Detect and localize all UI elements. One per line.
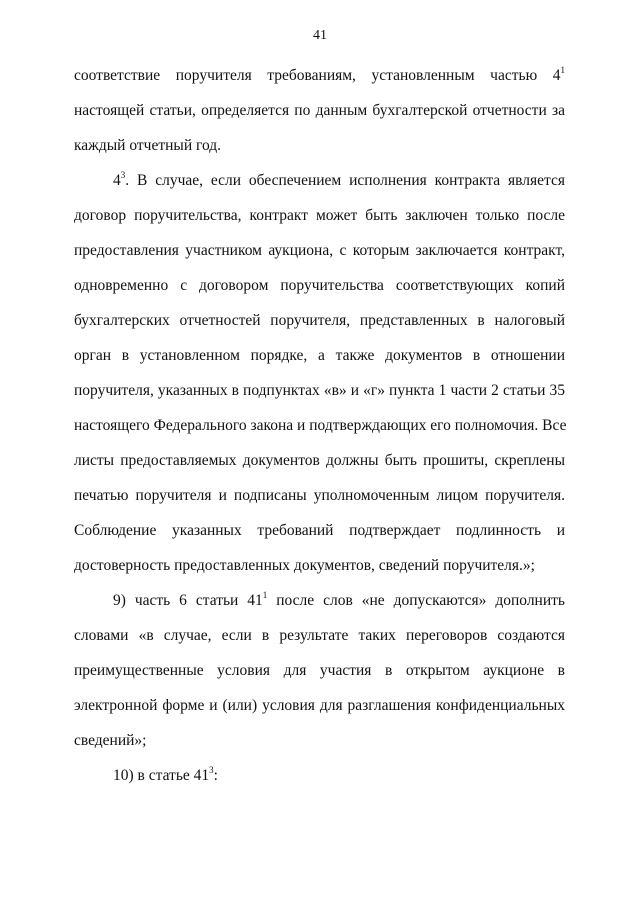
superscript: 1 bbox=[560, 65, 565, 75]
page-number: 41 bbox=[313, 28, 327, 43]
text-line: достоверность предоставленных документов, сведений поручителя.»; bbox=[74, 557, 535, 574]
text-span: . В случае, если обеспечением исполнения контракта является bbox=[125, 172, 565, 189]
text-line: предоставления участником аукциона, с которым заключается контракт, bbox=[74, 242, 565, 259]
text-span: после слов «не допускаются» дополнить bbox=[267, 592, 565, 609]
text-line bbox=[113, 766, 565, 786]
text-line: орган в установленном порядке, а также документов в отношении bbox=[74, 347, 565, 364]
text-line: бухгалтерских отчетностей поручителя, представленных в налоговый bbox=[74, 312, 565, 329]
text-line bbox=[74, 66, 565, 86]
text-span: 4 bbox=[113, 172, 121, 189]
text-span: 9) часть 6 статьи 41 bbox=[113, 592, 263, 609]
superscript: 1 bbox=[262, 590, 268, 600]
text-line: договор поручительства, контракт может быть заключен только после bbox=[74, 207, 565, 224]
superscript: 3 bbox=[120, 170, 126, 180]
text-line: настоящего Федерального закона и подтверждающих его полномочия. Все bbox=[74, 417, 567, 434]
text-line: словами «в случае, если в результате таких переговоров создаются bbox=[74, 627, 565, 644]
text-span: 10) в статье 41 bbox=[113, 767, 210, 784]
text-span: соответствие поручителя требованиям, установленным частью 4 bbox=[74, 67, 561, 84]
text-line: печатью поручителя и подписаны уполномоченным лицом поручителя. bbox=[74, 487, 565, 504]
text-line: каждый отчетный год. bbox=[74, 137, 222, 154]
text-line: электронной форме и (или) условия для разглашения конфиденциальных bbox=[74, 697, 565, 714]
text-line: листы предоставляемых документов должны быть прошиты, скреплены bbox=[74, 452, 565, 469]
text-line: сведений»; bbox=[74, 732, 147, 749]
text-span: : bbox=[213, 767, 218, 784]
text-line: одновременно с договором поручительства соответствующих копий bbox=[74, 277, 565, 294]
superscript: 3 bbox=[209, 765, 214, 775]
text-line: преимущественные условия для участия в открытом аукционе в bbox=[74, 662, 565, 679]
text-line: настоящей статьи, определяется по данным бухгалтерской отчетности за bbox=[74, 102, 565, 119]
text-line: поручителя, указанных в подпунктах «в» и «г» пункта 1 части 2 статьи 35 bbox=[74, 382, 565, 399]
text-line: Соблюдение указанных требований подтверждает подлинность и bbox=[74, 522, 565, 539]
text-line bbox=[113, 171, 565, 191]
text-line bbox=[113, 591, 565, 611]
